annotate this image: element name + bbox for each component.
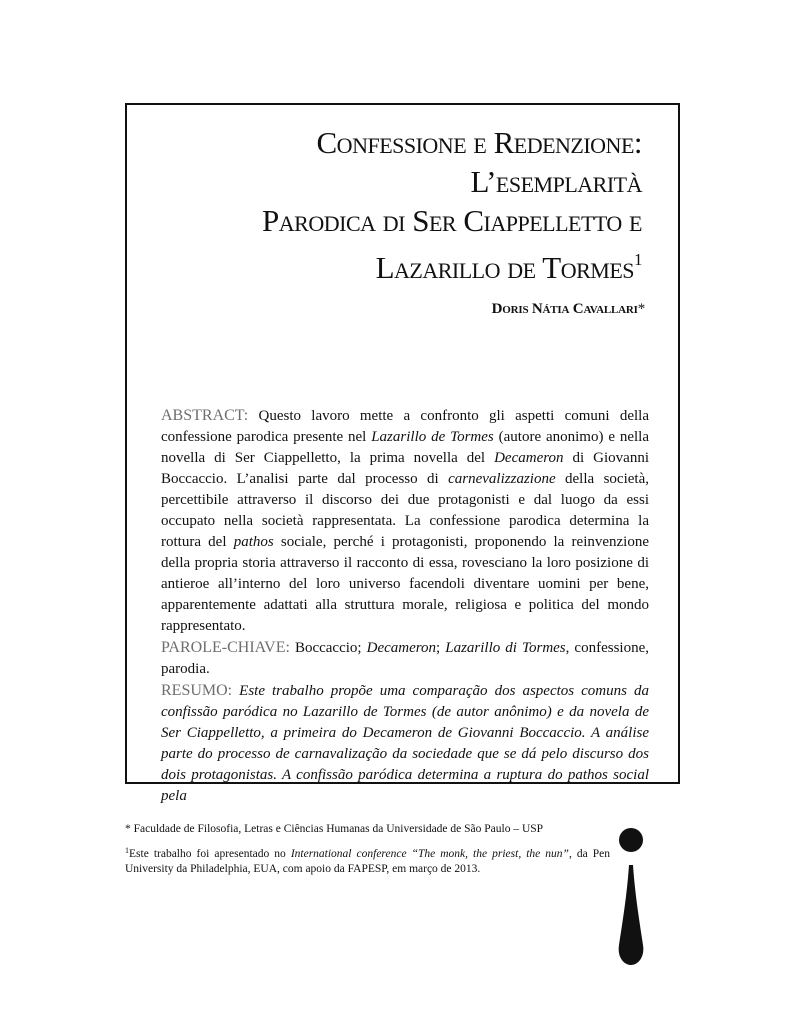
title-line-3-text: Lazarillo de Tormes bbox=[375, 250, 634, 285]
abstract-text: di Giovanni Boccaccio. L’analisi parte dal processo di bbox=[161, 450, 649, 487]
abstract-paragraph bbox=[161, 405, 649, 637]
article-frame bbox=[125, 103, 680, 804]
keywords-label: PAROLE-CHIAVE: bbox=[161, 639, 290, 656]
author-footnote-mark[interactable]: * bbox=[637, 301, 645, 317]
abstract-text: Questo lavoro mette a confronto gli aspetti comuni della confessione parodica presente nel bbox=[161, 408, 649, 445]
footnotes bbox=[125, 822, 610, 883]
title-line-3 bbox=[142, 240, 642, 287]
footnote-1-mark: 1 bbox=[125, 846, 129, 855]
abstract-text: sociale, perché i protagonisti, proponendo la reinvenzione della propria storia attraverso il racconto di essa, rovesciano la loro posizione di antieroe all’interno del loro universo facendoli diventare uomini per bene, apparentemente adattati alla struttura morale, religiosa e politica del mondo rappresentato. bbox=[161, 534, 650, 634]
abstract-italic: Lazarillo de Tormes bbox=[371, 429, 494, 445]
keywords-text: Boccaccio; bbox=[289, 640, 367, 656]
keywords-text: , confessione, parodia. bbox=[161, 640, 649, 677]
abstract-text: della società, percettibile attraverso il discorso dei due protagonisti e dal luogo da essi occupato nella società rappresentata. La confessione parodica determina la rottura del bbox=[161, 471, 649, 550]
footnote-1-text: , da Pen University da Philadelphia, EUA, com apoio da FAPESP, em março de 2013. bbox=[125, 848, 611, 875]
footnote-1-text: Este trabalho foi apresentado no bbox=[129, 848, 291, 860]
article-title bbox=[142, 123, 642, 287]
abstract-text: (autore anonimo) e nella novella di Ser Ciappelletto, la prima novella del bbox=[161, 429, 649, 466]
keywords-paragraph bbox=[161, 637, 649, 680]
inverted-exclamation-logo bbox=[616, 825, 646, 967]
abstract-italic: Decameron bbox=[494, 450, 564, 466]
resumo-paragraph bbox=[161, 680, 649, 807]
footnote-1-italic: International conference “The monk, the priest, the nun” bbox=[290, 848, 569, 860]
resumo-text: Este trabalho propõe uma comparação dos aspectos comuns da confissão paródica no Lazarillo de Tormes (de autor anônimo) e da novela de Ser Ciappelletto, a primeira do Decameron de Giovanni Boccaccio. A análise parte do processo de carnavalização da sociedade que se dá pelo discurso dos dois protagonistas. A confissão paródica determina a ruptura do pathos social pela bbox=[161, 683, 649, 804]
keywords-text: ; bbox=[436, 640, 446, 656]
abstract-label: ABSTRACT: bbox=[161, 407, 249, 424]
footnote-1 bbox=[125, 843, 610, 877]
abstract-section bbox=[161, 405, 649, 807]
title-line-2: Parodica di Ser Ciappelletto e bbox=[262, 203, 642, 238]
title-line-1: Confessione e Redenzione: L’esemplarità bbox=[316, 125, 642, 199]
logo-stroke bbox=[619, 865, 644, 965]
author-byline bbox=[492, 301, 645, 318]
keywords-italic: Decameron bbox=[366, 640, 437, 656]
keywords-italic: Lazarillo di Tormes bbox=[445, 640, 566, 656]
footnote-affiliation: * Faculdade de Filosofia, Letras e Ciências Humanas da Universidade de São Paulo – USP bbox=[125, 823, 544, 835]
abstract-italic: carnevalizzazione bbox=[448, 471, 556, 487]
abstract-italic: pathos bbox=[233, 534, 274, 550]
resumo-label: RESUMO: bbox=[161, 682, 233, 699]
title-footnote-ref[interactable]: 1 bbox=[634, 250, 642, 269]
logo-dot bbox=[619, 828, 643, 852]
author-name: Doris Nátia Cavallari bbox=[491, 301, 638, 317]
